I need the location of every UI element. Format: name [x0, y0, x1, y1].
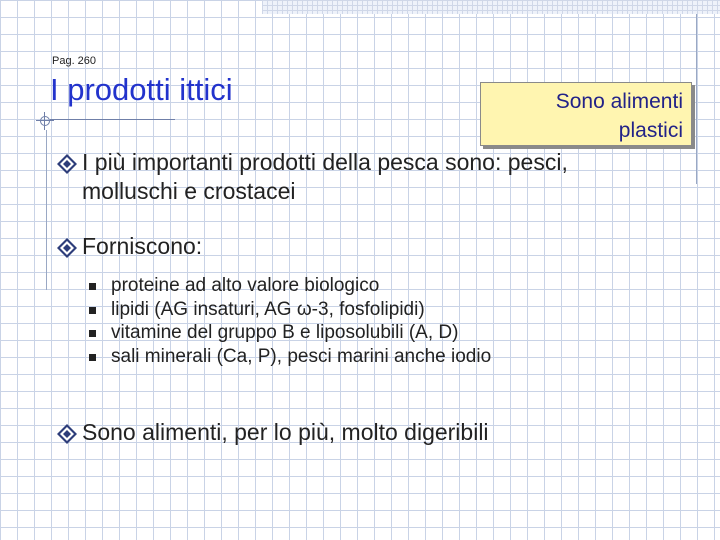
callout-box: Sono alimenti plastici [480, 82, 692, 146]
bullet-main-products [82, 148, 662, 206]
square-bullet-icon [89, 330, 96, 337]
list-item [89, 321, 491, 345]
nutrient-list [89, 274, 491, 368]
bullet-provides [82, 232, 202, 261]
decorative-rule-left [46, 130, 47, 290]
diamond-bullet-icon [56, 423, 78, 445]
list-item-text: lipidi (AG insaturi, AG ω-3, fosfolipidi) [111, 298, 425, 320]
list-item-text: proteine ad alto valore biologico [111, 275, 380, 296]
bullet-text: I più importanti prodotti della pesca sono: pesci, molluschi e crostacei [82, 149, 568, 204]
square-bullet-icon [89, 307, 96, 314]
slide-title: I prodotti ittici [50, 72, 233, 107]
bullet-text: Forniscono: [82, 233, 203, 259]
diamond-bullet-icon [56, 153, 78, 175]
bullet-text: Sono alimenti, per lo più, molto digeribili [82, 419, 489, 445]
square-bullet-icon [89, 283, 96, 290]
decorative-rule-right [696, 14, 697, 184]
diamond-bullet-icon [56, 237, 78, 259]
list-item [89, 274, 491, 298]
bullet-digestibility [82, 418, 489, 447]
list-item-text: vitamine del gruppo B e liposolubili (A, D) [111, 322, 459, 343]
page-number: Pag. 260 [52, 55, 97, 67]
list-item [89, 298, 491, 322]
square-bullet-icon [89, 354, 96, 361]
list-item [89, 345, 491, 369]
crosshair-icon [36, 112, 54, 130]
title-underline [50, 119, 175, 120]
header-pattern [262, 0, 720, 14]
list-item-text: sali minerali (Ca, P), pesci marini anche iodio [111, 345, 492, 367]
